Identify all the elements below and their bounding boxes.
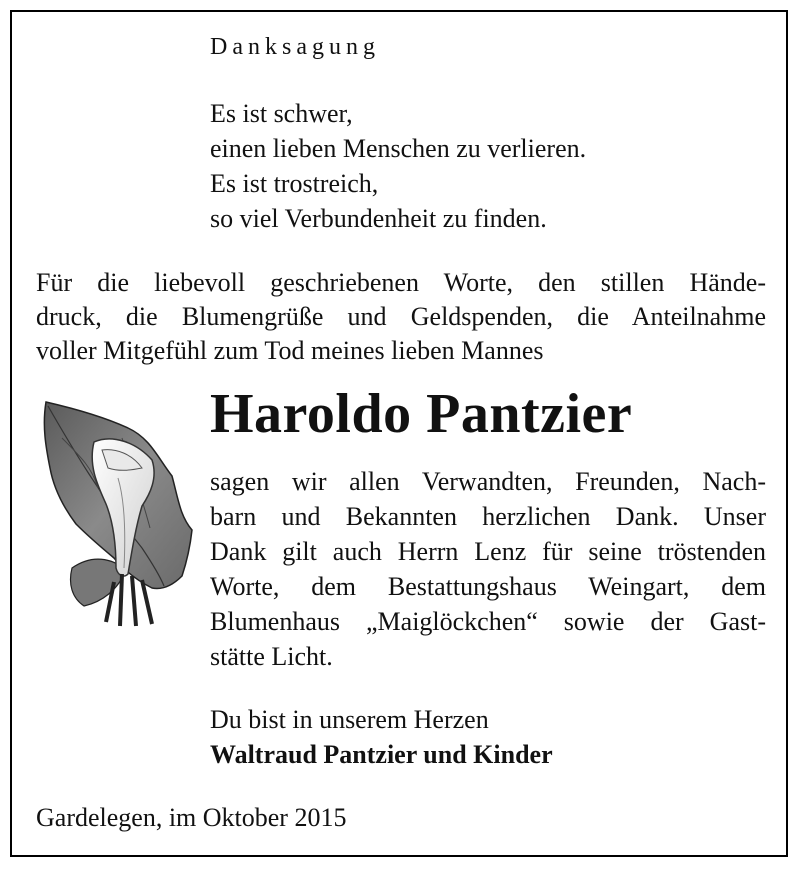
thanks-paragraph: [210, 464, 766, 674]
poem: [210, 96, 586, 236]
poem-line: einen lieben Menschen zu verlieren.: [210, 134, 587, 163]
thanks-line: Worte, dem Bestattungshaus Weingart, dem: [210, 572, 766, 601]
poem-line: Es ist trostreich,: [210, 169, 379, 198]
closing: [210, 702, 553, 772]
intro-line: voller Mitgefühl zum Tod meines lieben Mannes: [36, 336, 544, 365]
thanks-line: barn und Bekannten herzlichen Dank. Unser: [210, 502, 766, 531]
deceased-name: Haroldo Pantzier: [210, 383, 633, 445]
thanks-line: Blumenhaus „Maiglöckchen“ sowie der Gast-: [210, 607, 766, 636]
place-date: Gardelegen, im Oktober 2015: [36, 803, 347, 832]
calla-lily-icon: [32, 398, 202, 628]
poem-line: so viel Verbundenheit zu finden.: [210, 204, 547, 233]
thanks-line: sagen wir allen Verwandten, Freunden, Nach-: [210, 467, 766, 496]
thanks-line: Dank gilt auch Herrn Lenz für seine tröstenden: [210, 537, 766, 566]
notice-heading: Danksagung: [210, 34, 380, 60]
closing-line: Du bist in unserem Herzen: [210, 705, 489, 734]
intro-line: druck, die Blumengrüße und Geldspenden, die Anteilnahme: [36, 302, 766, 331]
poem-line: Es ist schwer,: [210, 99, 353, 128]
signature: Waltraud Pantzier und Kinder: [210, 740, 553, 769]
intro-line: Für die liebevoll geschriebenen Worte, den stillen Hände-: [36, 268, 766, 297]
intro-paragraph: [36, 266, 766, 368]
thanks-line: stätte Licht.: [210, 642, 333, 671]
